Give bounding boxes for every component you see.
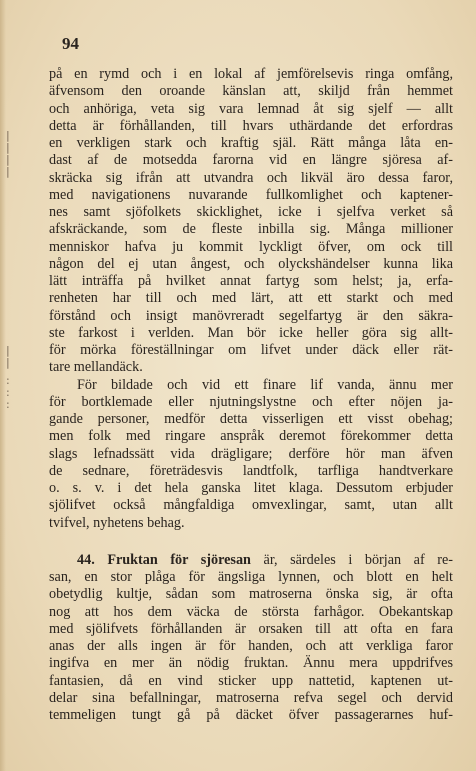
text-line: de sednare, företrädesvis landtfolk, tarfliga handtverkare [49, 462, 453, 479]
text-line: med sjölifvets förhållanden är orsaken till att ofta en fara [49, 620, 453, 637]
text-line: gande personer, medför detta visserligen ett visst obehag; [49, 411, 453, 427]
text-line: med navigationens nuvarande fullkomlighet och kaptener- [49, 186, 453, 203]
text-line: detta är förhållanden, till hvars uthärdande det erfordras [49, 117, 453, 134]
section-gap [49, 532, 453, 552]
text-line: ingifva en mer än nödig fruktan. Ännu mera uppdrifves [49, 655, 453, 672]
text-line: obetydlig kultje, sådan som matroserna önska sig, är ofta [49, 586, 453, 603]
text-line: sjölifvet också mångfaldiga omvexlingar, samt, utan allt [49, 497, 453, 514]
text-line: För bildade och vid ett finare lif vanda, ännu mer [77, 376, 453, 393]
text-line: anas der alls ingen är för handen, och att verkliga faror [49, 638, 453, 654]
text-line: o. s. v. i det hela ganska litet klaga. Dessutom erbjuder [49, 480, 453, 496]
text-line: slags lefnadssätt vida drägligare; derföre hör man äfven [49, 445, 453, 462]
section-heading-line [49, 552, 453, 569]
text-line: skräcka sig ifrån att utvandra och likväl äro dessa faror, [49, 169, 453, 186]
text-line: tvifvel, nyhetens behag. [49, 514, 185, 531]
text-line: renheten har till och med lärt, att ett starkt och med [49, 290, 453, 307]
text-line: för mörka föreställningar om lifvet under däck eller rät- [49, 342, 453, 358]
text-line: san, en stor plåga för ängsliga lynnen, och blott en helt [49, 569, 453, 585]
text-line: temmeligen tungt gå på däcket öfver passagerarnes huf- [49, 707, 453, 723]
text-line: fantasien, då en vind sticker upp nattetid, kaptenen ut- [49, 672, 453, 689]
text-line: äfvensom den oroande känslan att, skiljd från hemmet [49, 83, 453, 100]
section-heading: Fruktan för sjöresan [107, 551, 251, 568]
section-first-line: är, särdeles i början af re- [263, 551, 453, 568]
text-line: ste farkost i verlden. Man bör icke heller göra sig allt- [49, 324, 453, 341]
text-line: afskräckande, som de fleste inbilla sig. Många millioner [49, 221, 453, 238]
text-line: tare mellandäck. [49, 359, 143, 376]
text-line: nog att hos dem väcka de största farhågor. Obekantskap [49, 603, 453, 620]
text-line: dast af de motsedda farorna vid en längre sjöresa af- [49, 152, 453, 169]
text-line: lätt inträffa på hvilket annat fartyg som helst; ja, erfa- [49, 273, 453, 289]
text-line: men folk med ringare anspråk deremot förekommer detta [49, 428, 453, 445]
text-line: nes samt sjöfolkets skicklighet, icke i sjelfva verket så [49, 204, 453, 220]
text-line: någon del ej utan ångest, och olyckshändelser kunna lika [49, 255, 453, 272]
text-line: menniskor hafva ju kommit lyckligt öfver, om ock till [49, 238, 453, 255]
text-line: för bortklemade eller njutningslystne och efter nöjen ja- [49, 393, 453, 410]
body-text [49, 66, 453, 724]
section-number: 44. [77, 551, 95, 568]
text-line: en verkligen stark och kraftig själ. Rätt många låta en- [49, 135, 453, 151]
margin-pencil-marks: : : : [6, 374, 10, 411]
text-line: delar sina befallningar, matroserna refva segel och dervid [49, 689, 453, 706]
text-line: på en rymd och i en lokal af jemförelsevis ringa omfång, [49, 66, 453, 82]
text-line: förstånd och insigt manövreradt segelfartyg är den säkra- [49, 307, 453, 324]
page-number: 94 [62, 34, 79, 53]
text-line: och anhöriga, veta sig vara lemnad åt sig sjelf — allt [49, 100, 453, 117]
margin-pencil-marks: | | [6, 344, 10, 369]
margin-pencil-marks: | | | | [6, 129, 10, 178]
